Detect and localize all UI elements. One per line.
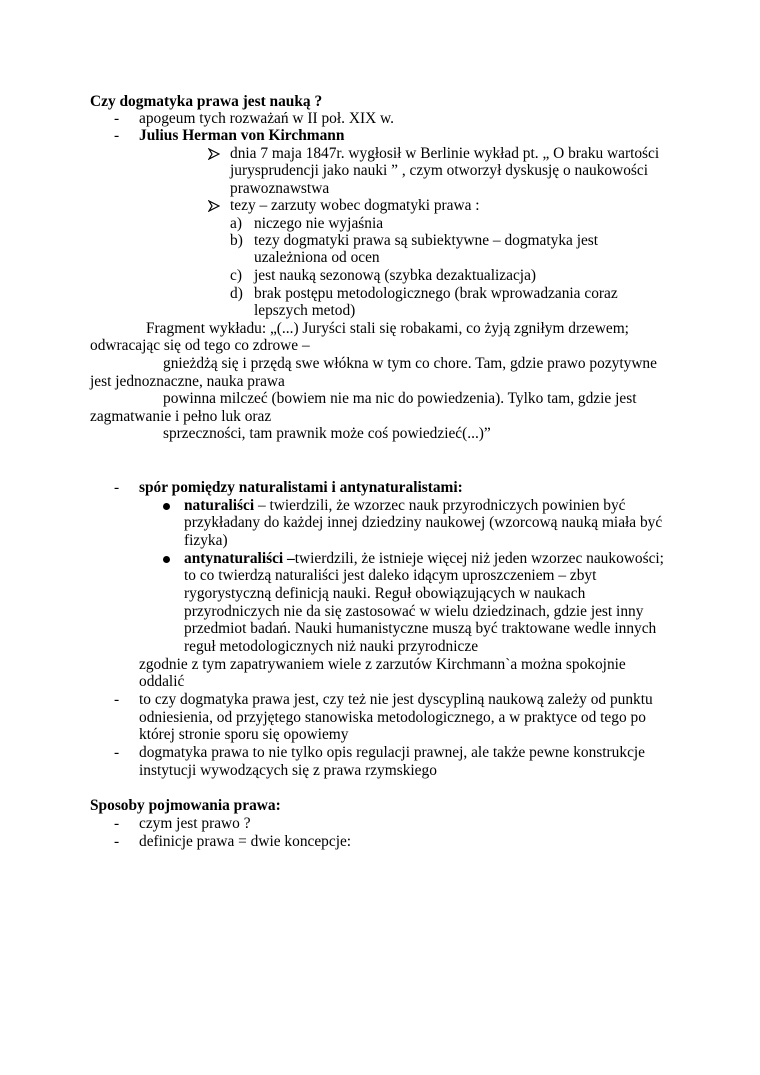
thesis-label: d) — [230, 285, 243, 302]
zgodnie-line: zgodnie z tym zapatrywaniem wiele z zarzutów Kirchmann`a można spokojnie — [139, 656, 626, 673]
item-czym: czym jest prawo ? — [139, 815, 251, 832]
arrow-bullet-icon — [208, 200, 220, 212]
item-kirchmann: Julius Herman von Kirchmann — [139, 127, 345, 144]
kirchmann-lecture-line: jurysprudencji jako nauki ” , czym otworzył dyskusję o naukowości — [230, 162, 649, 179]
heading-dogmatyka: Czy dogmatyka prawa jest nauką ? — [90, 93, 323, 110]
naturalisci-line — [184, 497, 625, 515]
thesis-text: jest nauką sezonową (szybka dezaktualizacja) — [254, 267, 537, 284]
thesis-text: niczego nie wyjaśnia — [254, 215, 384, 232]
bullet-icon — [163, 556, 170, 563]
naturalisci-text: przykładany do każdej innej dziedziny naukowej (wzorcową nauką miała być — [184, 514, 663, 531]
naturalisci-text: – twierdzili, że wzorzec nauk przyrodniczych powinien być — [254, 497, 626, 514]
item-dogm-line: dogmatyka prawa to nie tylko opis regulacji prawnej, ale także pewne konstrukcje — [139, 744, 646, 761]
naturalisci-text: fizyka) — [184, 532, 228, 549]
bullet-icon — [163, 503, 170, 510]
thesis-label: a) — [230, 215, 242, 232]
dash-marker: - — [114, 691, 120, 708]
fragment-line: sprzeczności, tam prawnik może coś powiedzieć(...)” — [163, 425, 491, 442]
antynaturalisci-text: rygorystyczną definicją nauki. Reguł obowiązujących w naukach — [184, 585, 586, 602]
item-apogeum: apogeum tych rozważań w II poł. XIX w. — [139, 110, 394, 127]
kirchmann-lecture-line: dnia 7 maja 1847r. wygłosił w Berlinie wykład pt. „ O braku wartości — [230, 145, 660, 162]
dash-marker: - — [114, 127, 120, 144]
thesis-text: tezy dogmatyki prawa są subiektywne – dogmatyka jest — [254, 232, 599, 249]
kirchmann-theses-intro: tezy – zarzuty wobec dogmatyki prawa : — [230, 197, 480, 214]
dash-marker: - — [114, 833, 120, 850]
zgodnie-line: oddalić — [139, 673, 185, 690]
dash-marker: - — [114, 744, 120, 761]
fragment-line: gnieżdżą się i przędą swe włókna w tym co chore. Tam, gdzie prawo pozytywne — [163, 355, 657, 372]
item-definicje: definicje prawa = dwie koncepcje: — [139, 833, 352, 850]
item-dogm-line: instytucji wywodzących się z prawa rzymskiego — [139, 762, 437, 779]
item-czy-line: odniesienia, od przyjętego stanowiska metodologicznego, a w praktyce od tego po — [139, 709, 646, 726]
dash-marker: - — [114, 110, 120, 127]
antynaturalisci-line — [184, 550, 664, 568]
item-czy-line: to czy dogmatyka prawa jest, czy też nie jest dyscypliną naukową zależy od punktu — [139, 691, 653, 708]
fragment-line: zagmatwanie i pełno luk oraz — [90, 408, 272, 425]
thesis-text: uzależniona od ocen — [254, 249, 380, 266]
thesis-text: lepszych metod) — [254, 302, 356, 319]
thesis-label: c) — [230, 267, 242, 284]
item-czy-line: której stronie sporu się opowiemy — [139, 726, 349, 743]
heading-sposoby: Sposoby pojmowania prawa: — [90, 797, 281, 814]
antynaturalisci-text: przedmiot badań. Nauki humanistyczne muszą być traktowane wedle innych — [184, 620, 657, 637]
kirchmann-lecture-line: prawoznawstwa — [230, 180, 330, 197]
fragment-line: jest jednoznaczne, nauka prawa — [90, 373, 285, 390]
thesis-text: brak postępu metodologicznego (brak wprowadzania coraz — [254, 285, 618, 302]
fragment-line: Fragment wykładu: „(...) Juryści stali się robakami, co żyją zgniłym drzewem; — [146, 320, 629, 337]
dash-marker: - — [114, 479, 120, 496]
naturalisci-term: naturaliści — [184, 497, 255, 514]
arrow-bullet-icon — [208, 148, 220, 160]
thesis-label: b) — [230, 232, 243, 249]
antynaturalisci-text: przyrodniczych nie da się zastosować w wielu dziedzinach, gdzie jest inny — [184, 603, 644, 620]
fragment-line: odwracając się od tego co zdrowe – — [90, 337, 310, 354]
antynaturalisci-text: to co twierdzą naturaliści jest daleko idącym uproszczeniem – zbyt — [184, 567, 597, 584]
antynaturalisci-text: twierdzili, że istnieje więcej niż jeden wzorzec naukowości; — [294, 550, 664, 567]
antynaturalisci-term: antynaturaliści – — [184, 550, 295, 567]
antynaturalisci-text: reguł metodologicznych niż nauki przyrodnicze — [184, 638, 479, 655]
spor-title: spór pomiędzy naturalistami i antynaturalistami: — [139, 479, 463, 496]
dash-marker: - — [114, 815, 120, 832]
fragment-line: powinna milczeć (bowiem nie ma nic do powiedzenia). Tylko tam, gdzie jest — [163, 390, 637, 407]
